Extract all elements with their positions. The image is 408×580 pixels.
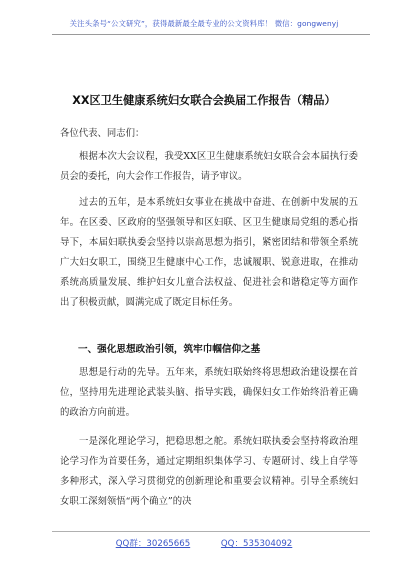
section-heading: 一、强化思想政治引领，筑牢巾帼信仰之基 xyxy=(78,344,261,355)
qq-contact-link[interactable]: QQ：535304092 xyxy=(220,539,293,549)
header-divider xyxy=(52,34,370,35)
paragraph-intro: 根据本次大会议程，我受XX区卫生健康系统妇女联合会本届执行委员会的委托，向大会作工作报告，请予审议。 xyxy=(60,151,358,182)
qq-group-link[interactable]: QQ群：30265665 xyxy=(115,539,191,549)
section-paragraph: 思想是行动的先导。五年来，系统妇联始终将思想政治建设摆在首位，坚持用先进理论武装头脑、指导实践，确保妇女工作始终沿着正确的政治方向前进。 xyxy=(60,367,358,418)
footer xyxy=(0,537,408,549)
greeting: 各位代表、同志们： xyxy=(60,128,145,139)
section-paragraph: 一是深化理论学习，把稳思想之舵。系统妇联执委会坚持将政治理论学习作为首要任务，通过定期组织集体学习、专题研讨、线上自学等多种形式，深入学习贯彻党的创新理论和重要会议精神。引导全系统妇女职工深刻领悟“两个确立”的决 xyxy=(60,436,358,507)
paragraph-review: 过去的五年，是本系统妇女事业在挑战中奋进、在创新中发展的五年。在区委、区政府的坚强领导和区妇联、区卫生健康局党组的悉心指导下，本届妇联执委会坚持以崇高思想为指引，紧密团结和带领全系统广大妇女职工，围绕卫生健康中心工作，忠诚履职、锐意进取，在推动系统高质量发展、维护妇女儿童合法权益、促进社会和谐稳定等方面作出了积极贡献，圆满完成了既定目标任务。 xyxy=(60,197,358,308)
document-title: XX区卫生健康系统妇女联合会换届工作报告（精品） xyxy=(72,94,336,107)
footer-divider xyxy=(52,531,370,532)
header-banner: 关注头条号“公文研究”，获得最新最全最专业的公文资料库！ 微信：gongwenyj xyxy=(69,19,339,28)
